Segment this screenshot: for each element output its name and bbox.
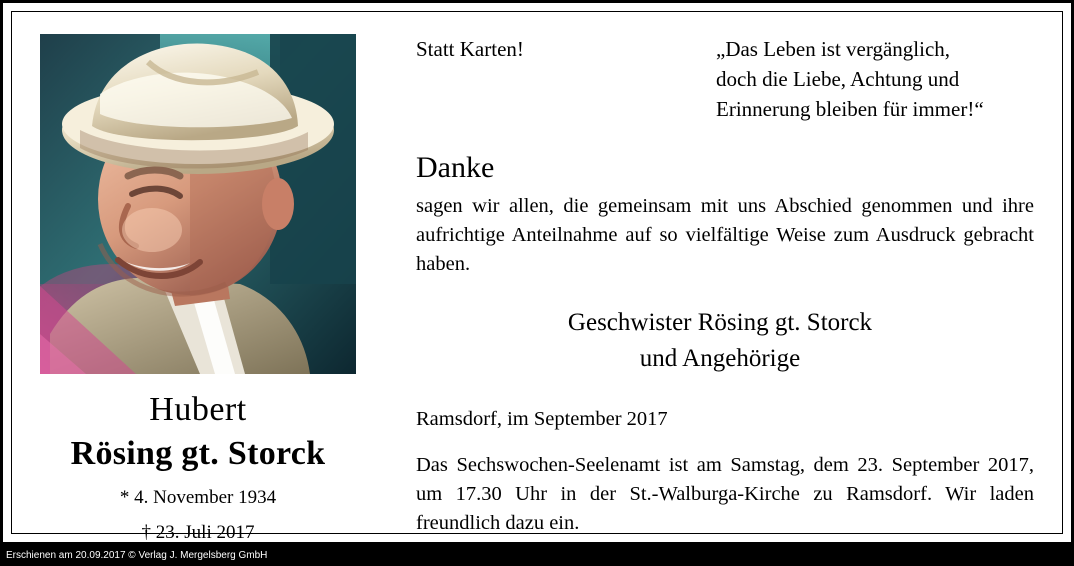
death-date: † 23. Juli 2017	[141, 522, 255, 543]
family-signature-line-1: Geschwister Rösing gt. Storck	[567, 309, 873, 336]
memorial-quote-line-1: „Das Leben ist vergänglich,	[716, 37, 951, 61]
family-signature-line-2: und Angehörige	[639, 345, 801, 372]
memorial-quote	[716, 34, 1034, 124]
place-and-date: Ramsdorf, im September 2017	[416, 408, 668, 430]
portrait-photo	[40, 34, 356, 374]
deceased-given-name: Hubert	[149, 391, 247, 428]
birth-date: * 4. November 1934	[119, 487, 277, 508]
instead-of-cards-note: Statt Karten!	[416, 37, 524, 61]
memorial-quote-line-3: Erinnerung bleiben für immer!“	[716, 97, 984, 121]
memorial-service-details: Das Sechswochen-Seelenamt ist am Samstag, dem 23. September 2017, um 17.30 Uhr in der St.-Walburga-Kirche zu Ramsdorf. Wir laden freundlich dazu ein.	[416, 454, 1034, 534]
deceased-name-block	[40, 388, 356, 546]
publication-footer: Erschienen am 20.09.2017 © Verlag J. Mergelsberg GmbH	[0, 545, 1074, 566]
portrait-column	[12, 12, 402, 543]
deceased-family-name: Rösing gt. Storck	[70, 435, 326, 472]
top-row	[416, 34, 1034, 124]
obituary-inner-frame	[11, 11, 1063, 543]
family-signature	[416, 305, 1034, 377]
text-column	[402, 12, 1062, 533]
portrait-photo-graphic	[40, 34, 356, 374]
thanks-heading: Danke	[416, 151, 495, 184]
memorial-quote-line-2: doch die Liebe, Achtung und	[716, 67, 960, 91]
thanks-body-text: sagen wir allen, die gemeinsam mit uns Abschied genommen und ihre aufrichtige Anteilnahme auf so vielfältige Weise zum Ausdruck gebracht haben.	[416, 195, 1034, 275]
